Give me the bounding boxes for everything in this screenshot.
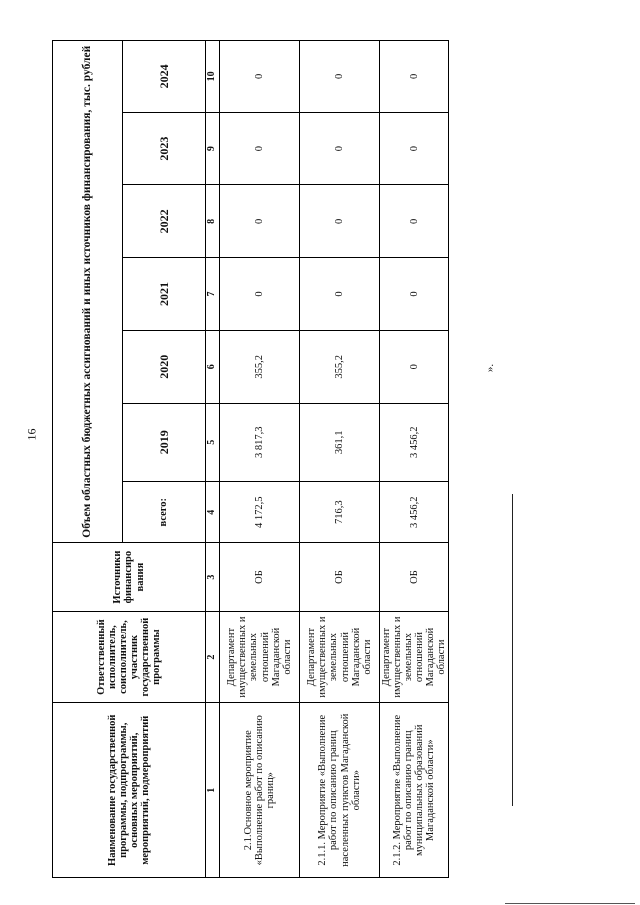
row-value: 0 [220, 258, 300, 331]
row-value: 361,1 [300, 403, 380, 481]
column-number: 3 [206, 543, 220, 611]
header-year: 2023 [123, 112, 206, 185]
row-value: 0 [380, 258, 449, 331]
row-value: 0 [300, 112, 380, 185]
header-year: 2020 [123, 330, 206, 403]
row-value: 0 [300, 258, 380, 331]
column-number: 1 [206, 703, 220, 878]
row-total: 716,3 [300, 481, 380, 543]
rotated-table-container [52, 40, 447, 878]
row-total: 4 172,5 [220, 481, 300, 543]
row-value: 0 [220, 41, 300, 113]
header-total: всего: [123, 481, 206, 543]
row-value: 3 456,2 [380, 403, 449, 481]
row-value: 0 [300, 185, 380, 258]
row-value: 0 [220, 185, 300, 258]
header-volume: Объем областных бюджетных ассигнований и иных источников финансирования, тыс. рублей [53, 41, 123, 543]
row-name: 2.1.Основное мероприятие «Выполнение работ по описанию границ» [220, 703, 300, 878]
column-number: 10 [206, 41, 220, 113]
row-executor: Департамент имущественных и земельных отношений Магаданской области [220, 611, 300, 703]
row-value: 355,2 [220, 330, 300, 403]
header-year: 2024 [123, 41, 206, 113]
column-number: 7 [206, 258, 220, 331]
header-name: Наименование государственной программы, подпрограммы, основных мероприятий, мероприятий, подмероприятий [53, 703, 206, 878]
row-name: 2.1.1. Мероприятие «Выполнение работ по описанию границ населенных пунктов Магаданской области» [300, 703, 380, 878]
column-number: 5 [206, 403, 220, 481]
footer-line [505, 903, 635, 904]
row-value: 0 [300, 41, 380, 113]
row-source: ОБ [300, 543, 380, 611]
table-row [220, 41, 300, 878]
table-row [380, 41, 449, 878]
column-number: 4 [206, 481, 220, 543]
column-number: 2 [206, 611, 220, 703]
header-executor: Ответственный исполнитель, соисполнитель, участник государственной программы [53, 611, 206, 703]
row-executor: Департамент имущественных и земельных отношений Магаданской области [380, 611, 449, 703]
row-value: 0 [380, 41, 449, 113]
table-row [300, 41, 380, 878]
divider-line [512, 494, 513, 806]
row-value: 3 817,3 [220, 403, 300, 481]
column-number: 6 [206, 330, 220, 403]
row-value: 0 [220, 112, 300, 185]
header-source: Источники финансиро вания [53, 543, 206, 611]
row-total: 3 456,2 [380, 481, 449, 543]
column-number: 8 [206, 185, 220, 258]
closing-quote-mark: ». [484, 363, 497, 373]
header-year: 2022 [123, 185, 206, 258]
page-number: 16 [24, 428, 39, 441]
row-value: 0 [380, 185, 449, 258]
row-value: 0 [380, 330, 449, 403]
row-executor: Департамент имущественных и земельных отношений Магаданской области [300, 611, 380, 703]
row-value: 355,2 [300, 330, 380, 403]
row-source: ОБ [220, 543, 300, 611]
row-source: ОБ [380, 543, 449, 611]
header-year: 2021 [123, 258, 206, 331]
row-name: 2.1.2. Мероприятие «Выполнение работ по описанию границ муниципальных образований Магаданской области» [380, 703, 449, 878]
row-value: 0 [380, 112, 449, 185]
header-year: 2019 [123, 403, 206, 481]
column-number: 9 [206, 112, 220, 185]
financing-table [52, 40, 449, 878]
